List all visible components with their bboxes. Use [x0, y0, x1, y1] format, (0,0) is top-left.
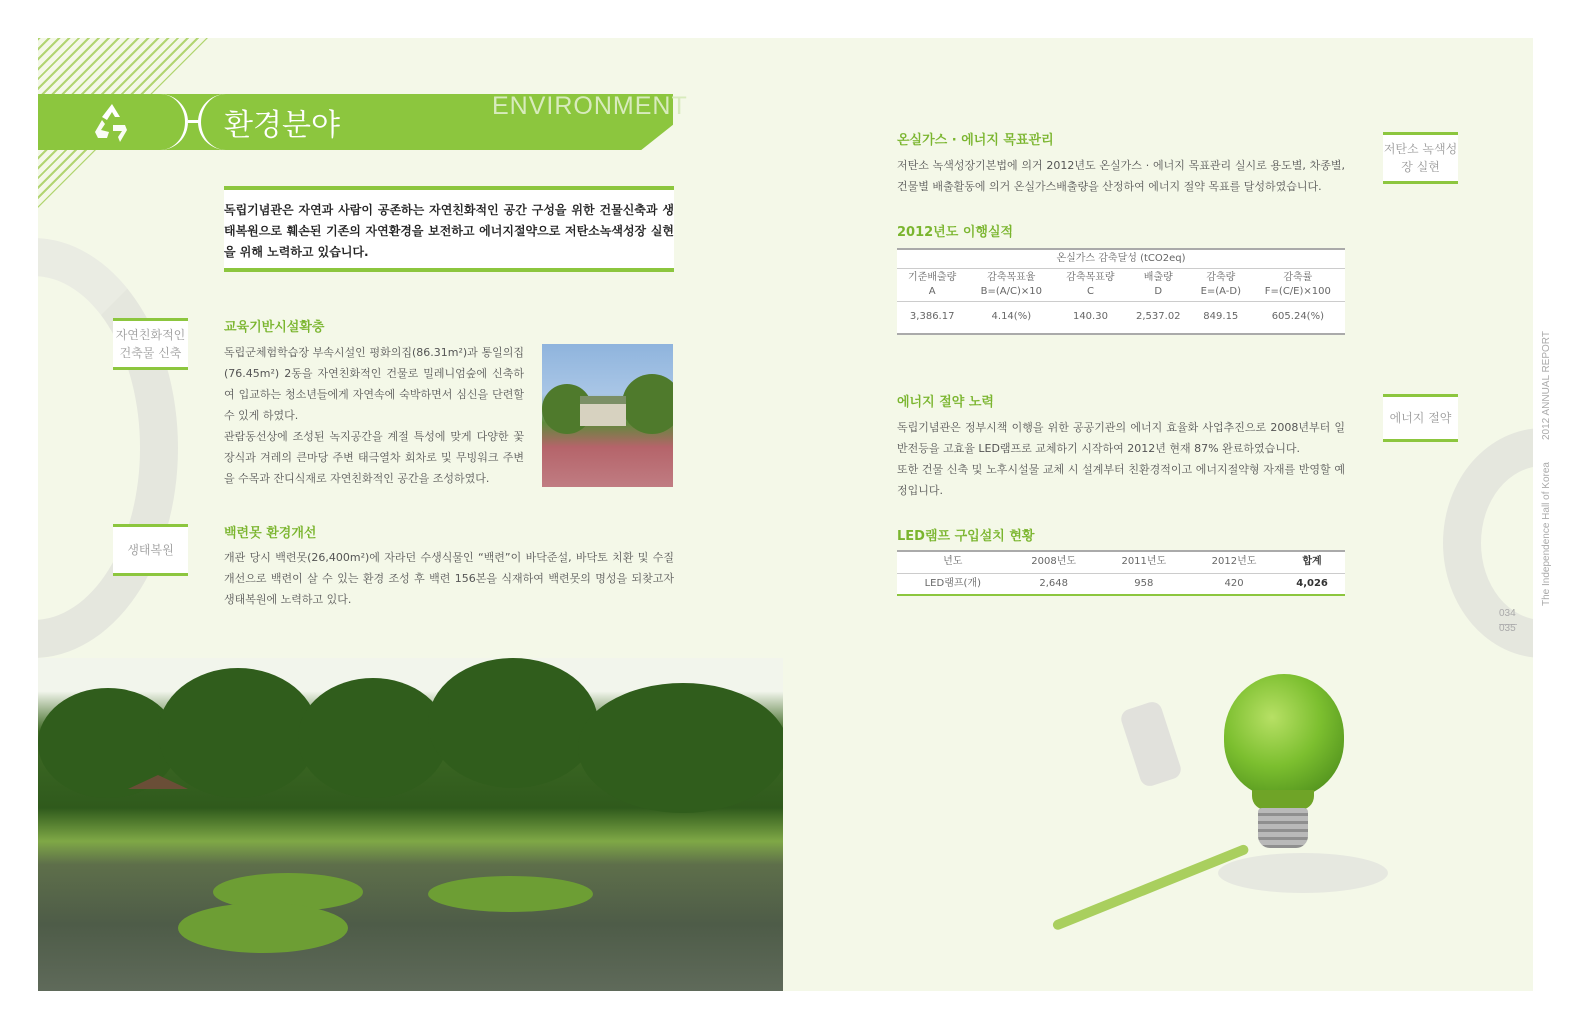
- table-row: [897, 302, 1345, 334]
- table-header-row: [897, 551, 1345, 573]
- table-header: 합계: [1279, 551, 1345, 573]
- table-cell: 849.15: [1203, 311, 1239, 323]
- building-photo: [542, 344, 673, 487]
- section-title-led: LED램프 구입설치 현황: [897, 529, 1035, 544]
- power-cord: [1051, 843, 1249, 931]
- paragraph: 관람동선상에 조성된 녹지공간을 계절 특성에 맞게 다양한 꽃 장식과 겨레의 큰마당 주변 태극열차 회차로 및 무빙워크 주변을 수목과 잔디식재로 자연친화적인 공간을 조성하였다.: [224, 430, 524, 485]
- tab-low-carbon: [1383, 132, 1458, 184]
- table-header: 감축률 F=(C/E)×100: [1251, 269, 1345, 302]
- section-title-ghg: 온실가스 · 에너지 목표관리: [897, 133, 1054, 148]
- table-cell: 2,648: [1039, 577, 1068, 589]
- table-header: 2011년도: [1099, 551, 1189, 573]
- page-number-right: 035: [1499, 623, 1516, 634]
- table-header: 2012년도: [1189, 551, 1279, 573]
- section-text-energy: [897, 417, 1345, 501]
- bulb-shadow: [1218, 853, 1388, 893]
- intro-text: 독립기념관은 자연과 사람이 공존하는 자연친화적인 공간 구성을 위한 건물신축과 생태복원으로 훼손된 기존의 자연환경을 보전하고 에너지절약으로 저탄소녹색성장 실현을 위해 노력하고 있습니다.: [224, 203, 674, 259]
- paragraph: 저탄소 녹색성장기본법에 의거 2012년도 온실가스 · 에너지 목표관리 실시로 용도별, 차종별, 건물별 배출활동에 의거 온실가스배출량을 산정하여 에너지 절약 목표를 달성하였습니다.: [897, 159, 1345, 193]
- section-text-education: [224, 342, 524, 489]
- table-caption-row: [897, 249, 1345, 269]
- page-numbers: [1499, 604, 1517, 639]
- tab-label: 에너지 절약: [1389, 411, 1452, 425]
- section-title-energy: 에너지 절약 노력: [897, 395, 994, 410]
- table-cell: 2,537.02: [1136, 311, 1181, 323]
- tab-label: 자연친화적인 건축물 신축: [115, 328, 186, 360]
- table-cell: 140.30: [1072, 311, 1108, 323]
- table-header: 감축목표량 C: [1055, 269, 1125, 302]
- bulb-base: [1258, 808, 1308, 848]
- tab-label: 저탄소 녹색성장 실현: [1383, 142, 1458, 174]
- table-cell: 605.24(%): [1271, 311, 1324, 323]
- table-cell: 420: [1224, 577, 1244, 589]
- table-cell: 958: [1134, 577, 1154, 589]
- section-title-pond: 백련못 환경개선: [224, 526, 317, 541]
- table-header: 기준배출량 A: [897, 269, 967, 302]
- bulb-neck: [1252, 790, 1314, 810]
- plug-shadow: [1119, 699, 1184, 788]
- table-header: 2008년도: [1009, 551, 1099, 573]
- lightbulb-icon: [1224, 674, 1344, 798]
- led-table: [897, 550, 1345, 596]
- table-header: 배출량 D: [1126, 269, 1191, 302]
- paragraph: 독립군체험학습장 부속시설인 평화의집(86.31m²)과 통일의집(76.45m²) 2동을 자연친화적인 건물로 밀레니엄숲에 신축하여 입교하는 청소년들에게 자연속에 숙박하면서 심신을 단련할 수 있게 하였다.: [224, 346, 524, 422]
- tab-eco-restore: [113, 524, 188, 576]
- paragraph: 또한 건물 신축 및 노후시설물 교체 시 설계부터 친환경적이고 에너지절약형 자재를 반영할 예정입니다.: [897, 463, 1345, 497]
- ghg-table: [897, 248, 1345, 335]
- tab-energy-saving: [1383, 394, 1458, 442]
- page-number-left: 034: [1499, 608, 1516, 619]
- ink-swirl-left: [38, 238, 178, 658]
- section-title-performance: 2012년도 이행실적: [897, 225, 1014, 240]
- table-header-row: [897, 269, 1345, 302]
- table-cell: 4.14(%): [991, 311, 1032, 323]
- tab-nature-building: [113, 318, 188, 370]
- pond-photo: [38, 658, 783, 991]
- recycle-icon: [38, 94, 188, 150]
- table-cell: LED램프(개): [924, 577, 981, 589]
- section-text-ghg: [897, 155, 1345, 197]
- annual-report-label: 2012 ANNUAL REPORT: [1541, 331, 1552, 440]
- table-header: 감축목표율 B=(A/C)×10: [967, 269, 1055, 302]
- section-title-education: 교육기반시설확충: [224, 320, 325, 335]
- table-cell: 4,026: [1296, 577, 1328, 589]
- paragraph: 개관 당시 백련못(26,400m²)에 자라던 수생식물인 “백련”이 바닥준설, 바닥토 치환 및 수질개선으로 백련이 살 수 있는 환경 조성 후 백련 156본을 식재하여 백련못의 명성을 되찾고자 생태복원에 노력하고 있다.: [224, 551, 674, 606]
- intro-box: [224, 186, 674, 272]
- org-name-label: The Independence Hall of Korea: [1541, 462, 1552, 606]
- section-text-pond: [224, 547, 674, 610]
- table-cell: 3,386.17: [909, 311, 955, 323]
- table-header: 년도: [897, 551, 1009, 573]
- table-caption: 온실가스 감축달성 (tCO2eq): [897, 249, 1345, 269]
- page-spread: [38, 38, 1533, 991]
- table-header: 감축량 E=(A-D): [1191, 269, 1251, 302]
- page-title: 환경분야: [224, 108, 340, 143]
- tab-label: 생태복원: [127, 543, 174, 557]
- table-row: [897, 573, 1345, 595]
- paragraph: 독립기념관은 정부시책 이행을 위한 공공기관의 에너지 효율화 사업추진으로 2008년부터 일반전등을 고효율 LED램프로 교체하기 시작하여 2012년 현재 87% 완료하였습니다.: [897, 421, 1345, 455]
- section-subtitle: ENVIRONMENT: [492, 92, 688, 120]
- ink-swirl-right: [1443, 428, 1533, 658]
